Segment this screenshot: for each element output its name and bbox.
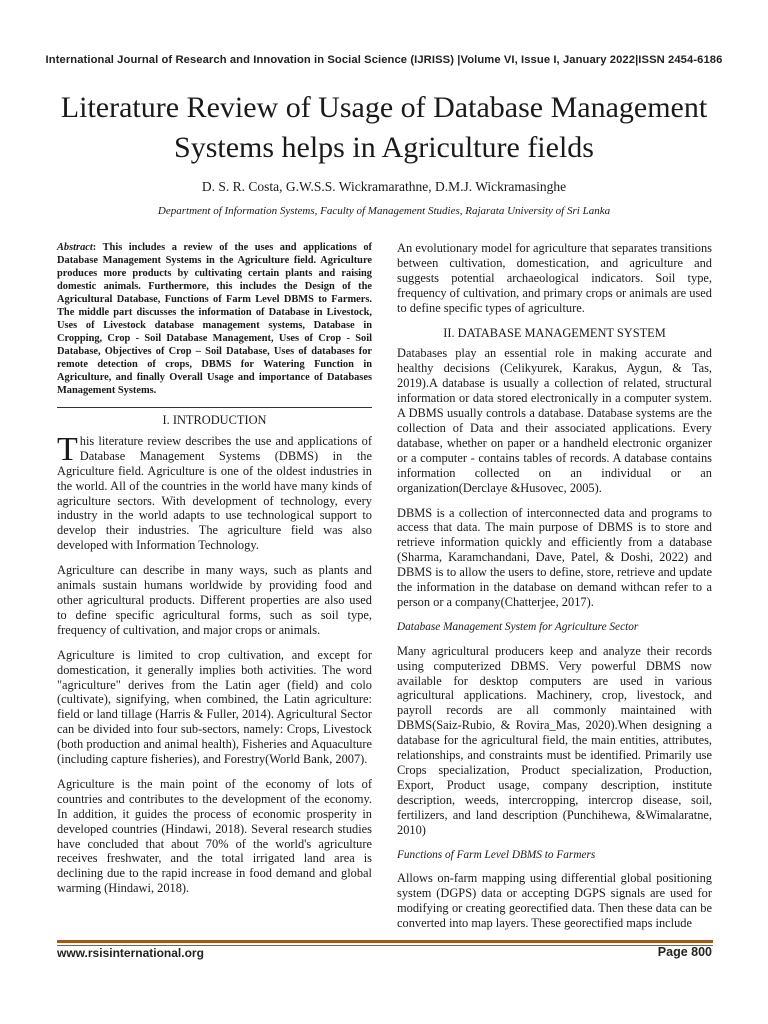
right-paragraph-0: An evolutionary model for agriculture that separates transitions between cultivation, domestication, and agriculture and suggests potential archaeological indicators. Soil type, frequency of cultivation, and primary crops or animals are used to define specific types of agriculture. bbox=[397, 241, 712, 315]
subsection-heading-farm-level: Functions of Farm Level DBMS to Farmers bbox=[397, 848, 596, 861]
abstract-divider bbox=[57, 407, 372, 408]
intro-paragraph-2: Agriculture can describe in many ways, such as plants and animals sustain humans worldwide by providing food and other agricultural products. Different properties are also used to define specific agricultural forms, such as soil type, frequency of cultivation, and major crops or animals. bbox=[57, 563, 372, 637]
paper-title: Literature Review of Usage of Database Management Systems helps in Agriculture fields bbox=[60, 91, 708, 164]
right-column bbox=[397, 241, 712, 941]
intro-paragraph-1 bbox=[57, 430, 372, 553]
section-heading-dbms: II. DATABASE MANAGEMENT SYSTEM bbox=[443, 325, 666, 340]
drop-cap: T bbox=[57, 430, 78, 468]
subsection-heading-agriculture-sector: Database Management System for Agriculture Sector bbox=[397, 620, 639, 633]
running-head: International Journal of Research and Innovation in Social Science (IJRISS) |Volume VI, Issue I, January 2022|ISSN 2454-6186 bbox=[45, 54, 723, 66]
intro-paragraph-1-text: his literature review describes the use and applications of Database Management Systems (DBMS) in the Agriculture field. Agriculture is one of the oldest industries in the world. All of the countries in the world have many kinds of agriculture sectors. With development of technology, every industry in the world adapts to use technological support to develop their industries. The agriculture field was also developed with Information Technology. bbox=[57, 433, 372, 553]
intro-paragraph-3: Agriculture is limited to crop cultivation, and except for domestication, it generally implies both activities. The word "agriculture" derives from the Latin ager (field) and colo (cultivate), signifying, when combined, the Latin agriculture: field or land tillage (Harris & Fuller, 2014). Agricultural Sector can be divided into four sub-sectors, namely: Crops, Livestock (both production and animal health), Fisheries and Aquaculture (including capture fisheries), and Forestry(World Bank, 2007). bbox=[57, 647, 372, 767]
dbms-paragraph-1: Databases play an essential role in making accurate and healthy decisions (Celikyurek, Karakus, Aygun, & Tas, 2019).A database is usually a collection of related, structural information or data stored electronically in a computer system. A DBMS usually controls a database. Database systems are the collection of Data and their associated applications. Every database, whether on paper or a handheld electronic organizer or a computer - contains tables of records. A database contains information collected on an individual or an organization(Derclaye &Husovec, 2005). bbox=[397, 346, 712, 495]
intro-paragraph-4: Agriculture is the main point of the economy of lots of countries and contributes to the development of the economy. In addition, it guides the process of economic prosperity in developed countries (Hindawi, 2018). Several research studies have concluded that about 70% of the world's agriculture receives freshwater, and the total irrigated land area is declining due to the rapid increase in food demand and global warming (Hindawi, 2018). bbox=[57, 776, 372, 896]
left-column bbox=[57, 241, 372, 906]
section-heading-introduction: I. INTRODUCTION bbox=[162, 413, 267, 427]
page-number: Page 800 bbox=[657, 945, 712, 959]
abstract bbox=[57, 241, 372, 397]
dbms-paragraph-4: Allows on-farm mapping using differential global positioning system (DGPS) data or accepting DGPS signals are used for modifying or creating georectified data. Then these data can be converted into map layers. These georectified maps include bbox=[397, 871, 712, 931]
abstract-text: : This includes a review of the uses and applications of Database Management Systems in the Agriculture field. Agriculture produces more products by cultivating certain plants and raising domestic animals. Furthermore, this includes the Design of the Agricultural Database, Functions of Farm Level DBMS to Farmers. The middle part discusses the information of Database in Livestock, Uses of Livestock database management systems, Database in Cropping, Crop - Soil Database Management, Uses of Crop - Soil Database, Objectives of Crop – Soil Database, Uses of databases for remote detection of crops, DBMS for Watering Function in Agriculture, and finally Overall Usage and importance of Databases Management Systems. bbox=[57, 242, 372, 396]
authors: D. S. R. Costa, G.W.S.S. Wickramarathne, D.M.J. Wickramasinghe bbox=[201, 179, 567, 194]
dbms-paragraph-2: DBMS is a collection of interconnected data and programs to access that data. The main purpose of DBMS is to store and retrieve information quickly and efficiently from a database (Sharma, Karamchandani, Dave, Patel, & Doshi, 2022) and DBMS is to allow the users to define, store, retrieve and update the information in the database on demand withcan refer to a person or a company(Chatterjee, 2017). bbox=[397, 505, 712, 609]
footer-url[interactable]: www.rsisinternational.org bbox=[57, 946, 204, 960]
dbms-paragraph-3: Many agricultural producers keep and analyze their records using computerized DBMS. Very powerful DBMS now available for desktop computers are used in various agricultural applications. Machinery, crop, livestock, and payroll records are all commonly maintained with DBMS(Saiz-Rubio, & Rovira_Mas, 2020).When designing a database for the agricultural field, the main entities, attributes, relationships, and constraints must be identified. Primarily use Crops specialization, Product specialization, Production, Export, Product usage, company description, institute description, weeds, intercropping, intercrop disease, soil, fertilizers, and land description (Punchihewa, &Wimalaratne, 2010) bbox=[397, 643, 712, 837]
affiliation: Department of Information Systems, Faculty of Management Studies, Rajarata University of Sri Lanka bbox=[157, 205, 611, 217]
abstract-label: Abstract bbox=[57, 242, 93, 253]
